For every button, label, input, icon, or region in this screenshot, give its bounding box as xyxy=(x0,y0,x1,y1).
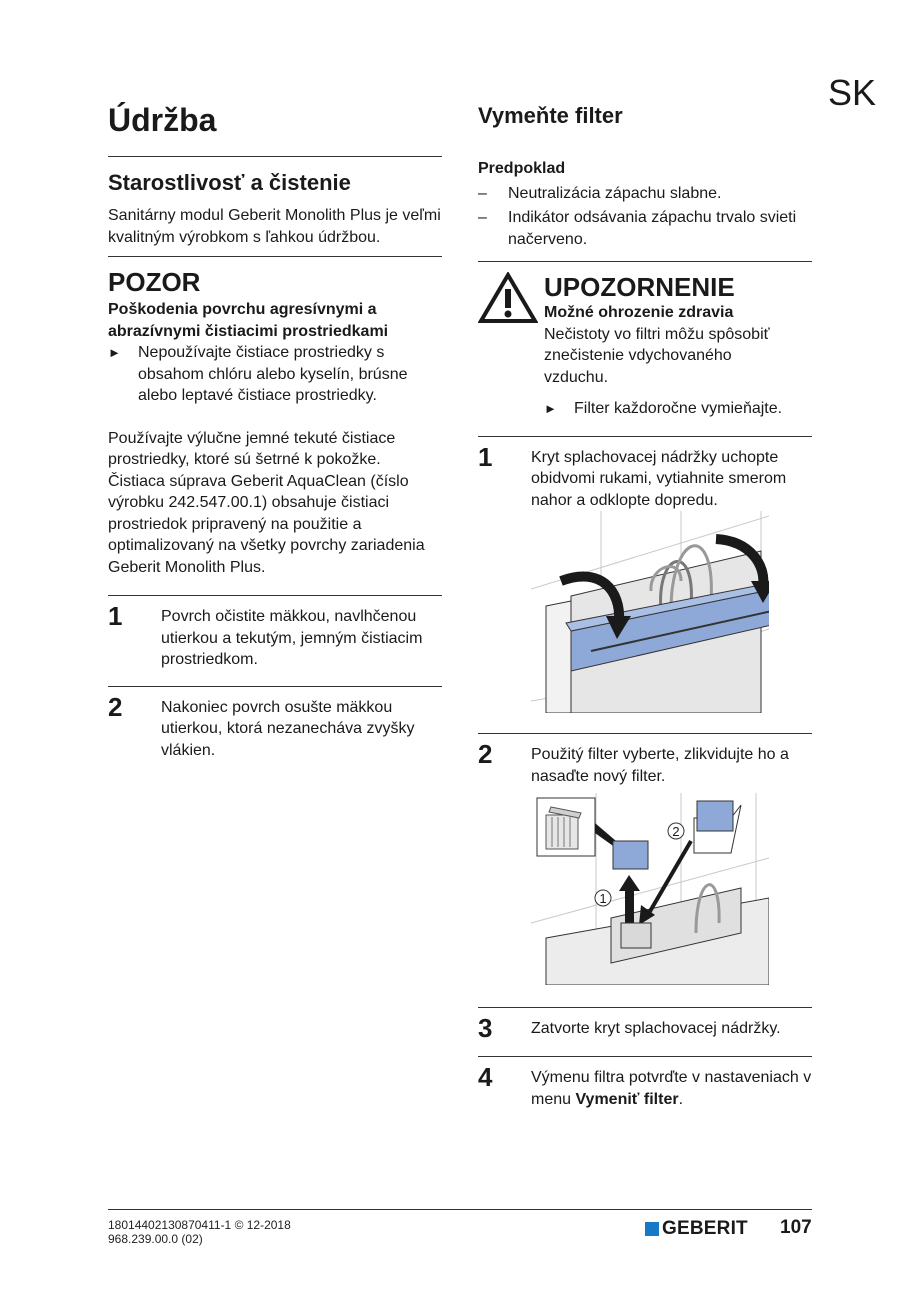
language-tag: SK xyxy=(828,72,877,113)
section-title: Starostlivosť a čistenie xyxy=(108,170,351,195)
divider xyxy=(478,1056,812,1057)
brand-name: GEBERIT xyxy=(662,1218,748,1239)
divider xyxy=(108,686,442,687)
body-paragraph: Používajte výlučne jemné tekuté čistiace prostriedky, ktoré sú šetrné k pokožke. Čistiaca súprava Geberit AquaClean (číslo výrobku 242.547.00.1) obsahuje čistiaci prostriedok pripravený na použitie a optimalizovaný na všetky povrchy zariadenia Geberit Monolith Plus. xyxy=(108,429,425,576)
step-number: 1 xyxy=(108,601,123,631)
caution-bullet xyxy=(108,342,442,407)
warning-text: Nečistoty vo filtri môžu spôsobiť znečistenie vdychovaného vzduchu. xyxy=(544,325,770,386)
prerequisite-item xyxy=(478,183,812,205)
dash-icon: – xyxy=(478,184,487,202)
caution-block xyxy=(108,267,442,407)
doc-number: 968.239.00.0 (02) xyxy=(108,1232,203,1246)
svg-text:1: 1 xyxy=(599,891,607,906)
warning-triangle-icon xyxy=(478,272,544,420)
step-text-part: . xyxy=(678,1090,684,1108)
menu-name: Vymeniť filter xyxy=(575,1090,679,1108)
warning-label: UPOZORNENIE xyxy=(544,272,735,302)
step-text xyxy=(531,1063,812,1110)
divider xyxy=(108,156,442,157)
warning-bullet xyxy=(544,398,812,420)
page-title: Údržba xyxy=(108,102,217,138)
section-title: Vymeňte filter xyxy=(478,103,623,128)
prerequisite-text: Indikátor odsávania zápachu trvalo svieti načerveno. xyxy=(508,209,797,248)
warning-bullet-text: Filter každoročne vymieňajte. xyxy=(574,400,783,417)
illustration-replace-filter xyxy=(531,793,769,985)
step-text: Použitý filter vyberte, zlikvidujte ho a nasaďte nový filter. xyxy=(531,746,789,785)
step-number: 2 xyxy=(478,739,493,769)
doc-id: 18014402130870411-1 © 12-2018 xyxy=(108,1218,291,1232)
step-text: Nakoniec povrch osušte mäkkou utierkou, ktorá nezanecháva zvyšky vlákien. xyxy=(161,698,415,759)
geberit-logo xyxy=(645,1218,748,1240)
step-number: 1 xyxy=(478,441,493,472)
dash-icon: – xyxy=(478,209,487,226)
divider xyxy=(478,1007,812,1008)
divider xyxy=(478,436,812,437)
logo-square-icon xyxy=(645,1222,659,1236)
step-1 xyxy=(108,602,442,671)
prerequisite-item xyxy=(478,207,812,250)
step-number: 3 xyxy=(478,1013,493,1043)
step-number: 4 xyxy=(478,1062,493,1092)
step-text: Zatvorte kryt splachovacej nádržky. xyxy=(531,1020,781,1037)
step-text: Povrch očistite mäkkou, navlhčenou utierkou a tekutým, jemným čistiacim prostriedkom. xyxy=(161,608,423,668)
warning-block xyxy=(478,272,812,420)
footer-divider xyxy=(108,1209,812,1210)
step-4 xyxy=(478,1063,812,1110)
left-column xyxy=(108,96,442,761)
svg-text:2: 2 xyxy=(672,824,680,839)
page-number: 107 xyxy=(780,1217,812,1238)
intro-text: Sanitárny modul Geberit Monolith Plus je veľmi kvalitným výrobkom s ľahkou údržbou. xyxy=(108,207,441,246)
warning-subtitle: Možné ohrozenie zdravia xyxy=(544,304,734,321)
prerequisite-text: Neutralizácia zápachu slabne. xyxy=(508,184,722,202)
right-column xyxy=(478,96,812,1110)
step-3 xyxy=(478,1014,812,1042)
footer-doc-info xyxy=(108,1218,291,1246)
divider xyxy=(478,261,812,262)
arrow-right-icon: ► xyxy=(544,401,557,416)
step-text: Kryt splachovacej nádržky uchopte obidvomi rukami, vytiahnite smerom nahor a odklopte dopredu. xyxy=(531,448,787,509)
step-2 xyxy=(108,693,442,762)
step-2 xyxy=(478,740,812,787)
illustration-open-cover xyxy=(531,511,769,713)
step-1 xyxy=(478,443,812,512)
prerequisite-label: Predpoklad xyxy=(478,160,566,177)
caution-subtitle: Poškodenia povrchu agresívnymi a abrazívnymi čistiacimi prostriedkami xyxy=(108,301,389,340)
caution-bullet-text: Nepoužívajte čistiace prostriedky s obsahom chlóru alebo kyselín, brúsne alebo leptavé čistiace prostriedky. xyxy=(138,344,408,404)
step-text-part: Výmenu filtra potvrďte v nastaveniach v menu xyxy=(531,1069,812,1108)
divider xyxy=(478,733,812,734)
step-number: 2 xyxy=(108,691,123,722)
caution-label: POZOR xyxy=(108,267,201,297)
arrow-right-icon: ► xyxy=(108,345,121,360)
divider xyxy=(108,595,442,596)
divider xyxy=(108,256,442,257)
